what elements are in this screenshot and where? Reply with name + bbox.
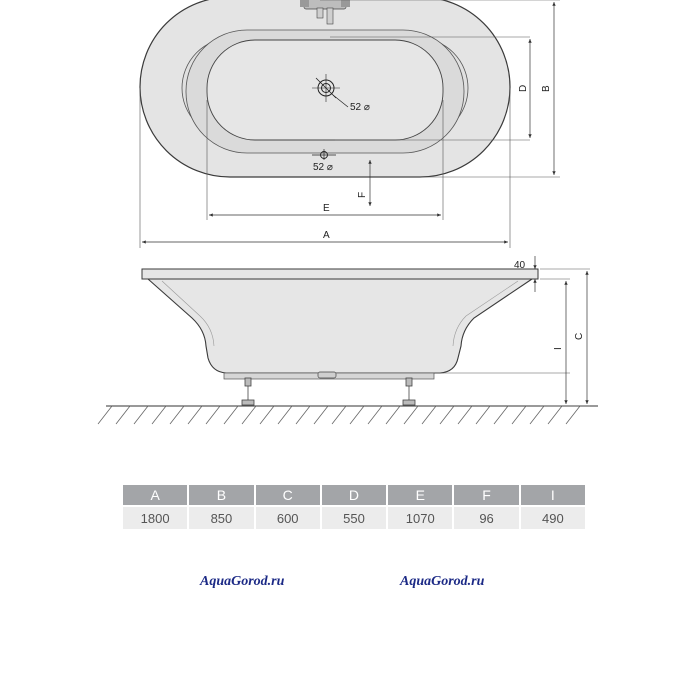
dim-label-b: B <box>541 85 552 92</box>
dimension-value: 550 <box>322 507 386 529</box>
dimensions-header-row <box>123 485 585 505</box>
dimensions-value-row <box>123 507 585 529</box>
dimension-value: 1070 <box>388 507 452 529</box>
dimension-header: C <box>256 485 320 505</box>
tub-basin-floor <box>207 40 443 140</box>
side-view <box>98 256 598 424</box>
dimension-header: E <box>388 485 452 505</box>
rim-thickness-label: 40 <box>514 260 526 271</box>
floor-hatch <box>98 406 580 424</box>
tub-drain-outlet <box>318 372 336 378</box>
dimension-value: 1800 <box>123 507 187 529</box>
dim-label-f: F <box>357 191 368 198</box>
dim-label-a: A <box>323 230 330 241</box>
dimension-header: D <box>322 485 386 505</box>
dim-label-d: D <box>518 84 529 92</box>
dim-label-i: I <box>553 347 564 350</box>
dimension-value: 490 <box>521 507 585 529</box>
dim-label-c: C <box>574 332 585 340</box>
tub-rim-profile <box>142 269 538 279</box>
tub-body-profile <box>148 279 532 373</box>
dimension-header: B <box>189 485 253 505</box>
dimension-value: 600 <box>256 507 320 529</box>
dimension-header: I <box>521 485 585 505</box>
dim-label-e: E <box>323 203 330 214</box>
dimension-header: F <box>454 485 518 505</box>
left-leg <box>242 378 254 405</box>
dimension-value: 96 <box>454 507 518 529</box>
dimension-value: 850 <box>189 507 253 529</box>
dimensions-table <box>121 483 587 531</box>
overflow-size-label: 52 ⌀ <box>313 162 333 173</box>
dimension-header: A <box>123 485 187 505</box>
right-leg <box>403 378 415 405</box>
watermark-right: AquaGorod.ru <box>400 574 485 589</box>
plan-view <box>140 0 560 248</box>
watermark-left: AquaGorod.ru <box>200 574 285 589</box>
drain-size-label: 52 ⌀ <box>350 102 370 113</box>
dimensions-table-container <box>121 483 587 531</box>
